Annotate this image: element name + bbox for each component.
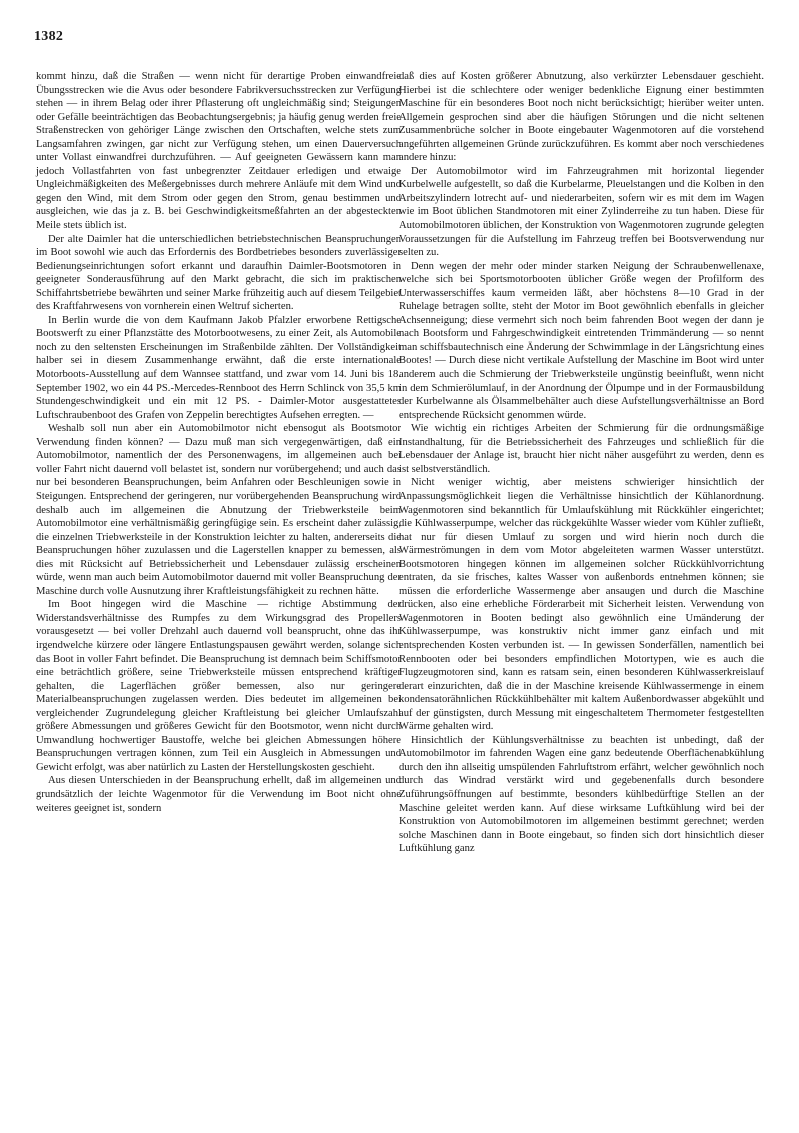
- paragraph: kommt hinzu, daß die Straßen — wenn nicht für derartige Proben einwandfreie Übungsstrecken wie die Avus oder besondere Fabrikversuchsstrecken zur Verfügung stehen — in ihrem Belag oder ihrer Pflasterung oft ungleichmäßig sind; Steigungen oder Gefälle beeinträchtigen das Beobachtungsergebnis; ja häufig genug werden freie Straßenstrecken von gehöriger Länge zwischen den Ortschaften, welche stets zum Langsamfahren zwingen, gar nicht zur Verfügung stehen, um einen Dauerversuch unter Vollast einwandfrei durchzuführen. — Auf geeigneten Gewässern kann man jedoch Vollastfahrten von fast unbegrenzter Zeitdauer erledigen und etwaige Ungleichmäßigkeiten des Meßergebnisses durch mehrere Anläufe mit dem Wind und gegen den Wind, mit dem Strom oder gegen den Strom, genau bestimmen und ausgleichen, wie das ja z. B. bei Geschwindigkeitsmeßfahrten an der abgesteckten Meile stets üblich ist.: [36, 71, 401, 232]
- paragraph: Aus diesen Unterschieden in der Beanspruchung erhellt, daß im allgemeinen und grundsätzlich der leichte Wagenmotor für die Verwendung im Boot nicht ohne weiteres geeignet ist, sondern: [36, 775, 401, 814]
- paragraph: Nicht weniger wichtig, aber meistens schwieriger hinsichtlich der Anpassungsmöglichkeit liegen die Verhältnisse hinsichtlich der Kühlanordnung. Wagenmotoren sind bekanntlich für Umlaufskühlung mit Rückkühler eingerichtet; die Kühlwasserpumpe, welcher das rückgekühlte Wasser wieder vom Kühler zufließt, hat nur für diesen Umlauf zu sorgen und wird hierin noch durch die Wärmeströmungen in dem vom Motor abgeleiteten warmen Wasser unterstützt. Bootsmotoren hingegen können im allgemeinen solcher Rückkühlvorrichtung entraten, da sie frisches, kaltes Wasser von außenbords entnehmen können; sie müssen die erforderliche Wassermenge aber ansaugen und durch die Maschine drücken, also eine erhebliche Förderarbeit mit Sicherheit leisten. Verwendung von Wagenmotoren in Booten bedingt also gewöhnlich eine Umänderung der Kühlwasserpumpe, was konstruktiv nicht immer ganz einfach und mit entsprechenden Kosten verbunden ist. — In gewissen Sonderfällen, namentlich bei Rennbooten oder bei besonders empfindlichen Motortypen, wie es auch die Flugzeugmotoren sind, kann es ratsam sein, einen besonderen Kühlwasserkreislauf derart einzurichten, daß die in der Maschine kreisende Kühlwassermenge in einem kondensatorähnlichen Rückkühlbehälter mit kaltem Außenbordwasser abgekühlt und auf der günstigsten, durch Messung mit eingeschaltetem Thermometer festgestellten Wärme gehalten wird.: [399, 477, 764, 733]
- paragraph: Der Automobilmotor wird im Fahrzeugrahmen mit horizontal liegender Kurbelwelle aufgestellt, so daß die Kurbelarme, Pleuelstangen und die Kolben in den Arbeitszylindern lotrecht auf- und niederarbeiten, sofern wir es mit dem im Wagen wie im Boot üblichen Standmotoren mit einer Zylinderreihe zu tun haben. Diese für Automobilmotoren üblichen, der Konstruktion von Wagenmotoren zugrunde gelegten Voraussetzungen für die Aufstellung im Fahrzeug treffen bei Bootsverwendung nur selten zu.: [399, 165, 764, 259]
- paragraph: daß dies auf Kosten größerer Abnutzung, also verkürzter Lebensdauer geschieht. Hierbei ist die schlechtere oder weniger bedenkliche Eignung einer bestimmten Maschine für ein besonderes Boot noch nicht berücksichtigt; hierüber weiter unten. Allgemein gesprochen sind aber die häufigen Störungen und die nicht seltenen Zusammenbrüche solcher in Boote eingebauter Wagenmotoren auf die vorstehend angeführten allgemeinen Gründe zurückzuführen. Es kommt aber noch verschiedenes andere hinzu:: [399, 71, 764, 164]
- paragraph: Weshalb soll nun aber ein Automobilmotor nicht ebensogut als Bootsmotor Verwendung finden können? — Dazu muß man sich vergegenwärtigen, daß ein Automobilmotor, namentlich der des Personenwagens, im allgemeinen auch bei voller Fahrt nicht dauernd voll belastet ist, sondern nur vorübergehend; und auch das nur bei besonderen Beanspruchungen, beim Anfahren oder Beschleunigen sowie in Steigungen. Entsprechend der geringeren, nur vorübergehenden Beanspruchung wird deshalb auch im allgemeinen die Abnutzung der Triebwerksteile beim Automobilmotor eine verhältnismäßig geringfügige sein. Es erscheint daher zulässig, die einzelnen Triebwerksteile in der Konstruktion leichter zu halten, andererseits die Beanspruchungen höher zuzulassen und die Lagerstellen knapper zu bemessen, als dies mit Rücksicht auf Betriebssicherheit und Lebensdauer zulässig erscheinen würde, wenn man auch beim Automobilmotor dauernd mit voller Beanspruchung der Maschine durch volle Ausnutzung ihrer Kraftleistungsfähigkeit zu rechnen hätte.: [36, 423, 401, 597]
- paragraph: Denn wegen der mehr oder minder starken Neigung der Schraubenwellenaxe, welche sich bei Sportsmotorbooten üblicher Größe wegen der Profilform des Unterwasserschiffes kaum vermeiden läßt, aber höchstens 8—10 Grad in der Ruhelage betragen sollte, steht der Motor im Boot gewöhnlich ebenfalls in gleicher Achsenneigung; diese vermehrt sich noch beim fahrenden Boot wegen der dann je nach Bootsform und Fahrgeschwindigkeit eintretenden Trimmänderung — so nennt man schiffsbautechnisch eine Änderung der Schwimmlage in der Längsrichtung eines Bootes! — Durch diese nicht vertikale Aufstellung der Maschine im Boot wird unter anderem auch die Schmierung der Triebwerksteile ungünstig beeinflußt, wenn nicht in dem Schmierölumlauf, in der Anordnung der Ölpumpe und in der Formausbildung der Kurbelwanne als Ölsammelbehälter auch diese Aufstellungsverhältnisse an Bord entsprechende Rücksicht genommen würde.: [399, 260, 764, 421]
- paragraph: Der alte Daimler hat die unterschiedlichen betriebstechnischen Beanspruchungen im Boot sowohl wie auch das Erfordernis des Bordbetriebes besonders zuverlässiger Bedienungseinrichtungen sofort erkannt und daraufhin Daimler-Bootsmotoren in geeigneter Sonderausführung auf den Markt gebracht, die sich im praktischen Schiffahrtsbetriebe bewährten und seiner Marke frühzeitig auch auf diesem Teilgebiet des Kraftfahrwesens von vornherein einen Weltruf sicherten.: [36, 233, 401, 313]
- paragraph: Wie wichtig ein richtiges Arbeiten der Schmierung für die ordnungsmäßige Instandhaltung, für die Betriebssicherheit des Fahrzeuges und schließlich für die Lebensdauer der Anlage ist, braucht hier nicht näher ausgeführt zu werden, denn es ist selbstverständlich.: [399, 423, 764, 475]
- right-column: [399, 70, 764, 856]
- paragraph: Im Boot hingegen wird die Maschine — richtige Abstimmung der Widerstandsverhältnisse des Rumpfes zu dem Wirkungsgrad des Propellers vorausgesetzt — bei voller Drehzahl auch dauernd voll beansprucht, ohne das ihr irgendwelche kürzere oder längere Entlastungspausen gewährt werden, solange sich das Boot in voller Fahrt befindet. Die Beanspruchung ist demnach beim Schiffsmotor eine beträchtlich größere, seine Triebwerksteile müssen entsprechend kräftiger gehalten, die Lagerflächen größer bemessen, also nur geringere Materialbeanspruchungen zugelassen werden. Dies bedeutet im allgemeinen bei vergleichender Zugrundelegung gleicher Kraftleistung bei gleicher Umlaufszahl größere Abmessungen und größeres Gewicht für den Bootsmotor, wenn nicht durch Umwandlung hochwertiger Baustoffe, welche bei gleichen Abmessungen höhere Beanspruchungen vertragen können, zum Teil ein Ausgleich in Abmessungen und Gewicht erfolgt, was aber natürlich zu Lasten der Herstellungskosten geschieht.: [36, 599, 401, 773]
- paragraph: Hinsichtlich der Kühlungsverhältnisse zu beachten ist unbedingt, daß der Automobilmotor im fahrenden Wagen eine ganz bedeutende Oberflächenabkühlung durch den ihn allseitig umspülenden Fahrluftstrom erfährt, welcher gewöhnlich noch durch das Windrad verstärkt wird und gegebenenfalls durch besondere Zuführungsöffnungen auf bestimmte, besonders kühlbedürftige Stellen an der Maschine geleitet werden kann. Auf diese wirksame Luftkühlung wird bei der Konstruktion von Automobilmotoren im allgemeinen bestimmt gerechnet; werden solche Maschinen dann in Boote eingebaut, so finden sich dort hinsichtlich dieser Luftkühlung ganz: [399, 734, 764, 855]
- left-column: [36, 70, 401, 815]
- page-number: 1382: [34, 29, 64, 44]
- paragraph: In Berlin wurde die von dem Kaufmann Jakob Pfalzler erworbene Rettigsche Bootswerft zu einer Pflanzstätte des Motorbootwesens, zu einer Zeit, als Automobile noch zu den seltensten Erscheinungen im Straßenbilde zählten. Der Vollständigkeit halber sei in diesem Zusammenhange erwähnt, daß die erste internationale Motorboots-Ausstellung auf dem Wannsee stattfand, und zwar vom 14. Juni bis 18. September 1902, wo ein 44 PS.-Mercedes-Rennboot des Herrn Schlinck von 35,5 km Stundengeschwindigkeit und ein mit 12 PS. - Daimler-Motor ausgestattetes Luftschraubenboot des Grafen von Zeppelin berechtigtes Aufsehen erregten. —: [36, 314, 401, 421]
